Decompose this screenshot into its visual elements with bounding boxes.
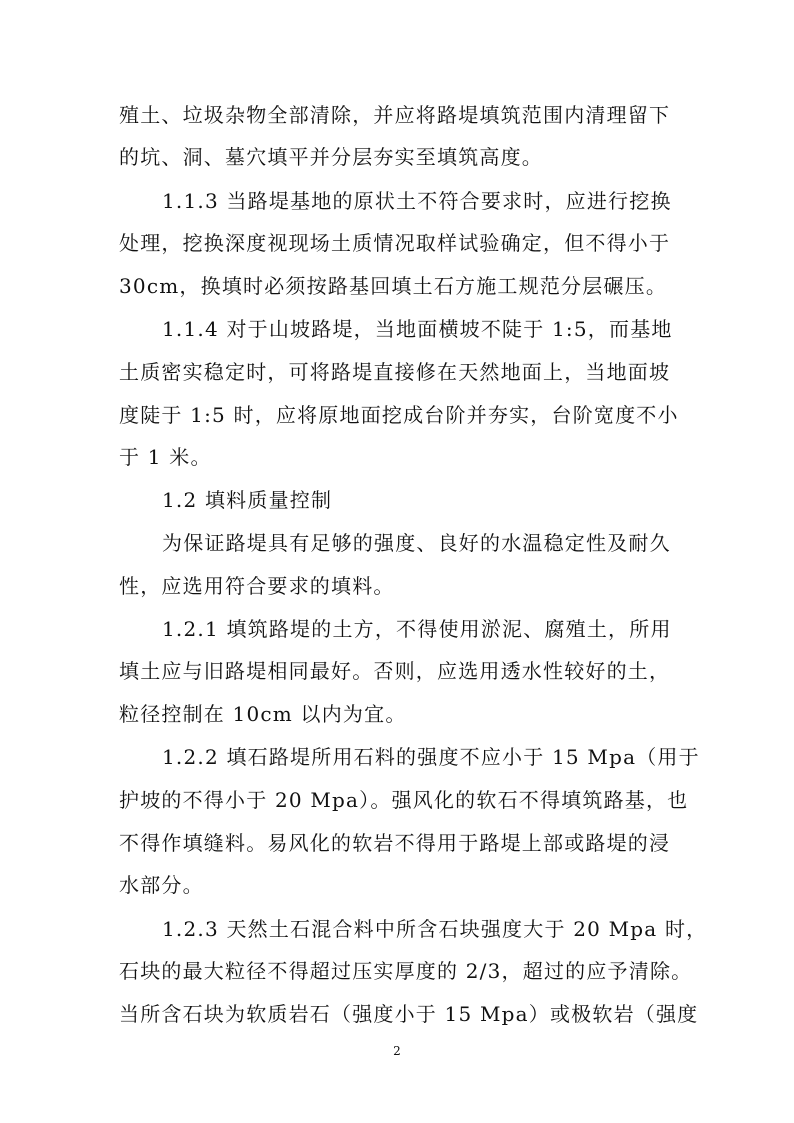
text-line: 1.1.3 当路堤基地的原状土不符合要求时，应进行挖换 (162, 189, 672, 213)
text-line: 殖土、垃圾杂物全部清除，并应将路堤填筑范围内清理留下 (119, 103, 671, 127)
text-line: 当所含石块为软质岩石（强度小于 15 Mpa）或极软岩（强度 (119, 1002, 699, 1026)
text-line: 不得作填缝料。易风化的软岩不得用于路堤上部或路堤的浸 (119, 831, 671, 855)
text-line: 石块的最大粒径不得超过压实厚度的 2/3，超过的应予清除。 (119, 959, 693, 983)
text-line: 性，应选用符合要求的填料。 (119, 574, 395, 598)
text-line: 填土应与旧路堤相同最好。否则，应选用透水性较好的土， (119, 659, 671, 683)
text-line: 1.1.4 对于山坡路堤，当地面横坡不陡于 1:5，而基地 (162, 317, 673, 341)
page-number: 2 (393, 1044, 401, 1058)
text-line: 土质密实稳定时，可将路堤直接修在天然地面上，当地面坡 (119, 360, 671, 384)
text-line: 30cm，换填时必须按路基回填土石方施工规范分层碾压。 (119, 274, 668, 298)
text-line: 度陡于 1:5 时，应将原地面挖成台阶并夯实，台阶宽度不小 (119, 403, 679, 427)
text-line: 1.2.3 天然土石混合料中所含石块强度大于 20 Mpa 时， (162, 917, 708, 941)
text-line: 处理，挖换深度视现场土质情况取样试验确定，但不得小于 (119, 231, 671, 255)
text-line: 粒径控制在 10cm 以内为宜。 (119, 702, 407, 726)
text-line: 于 1 米。 (119, 445, 212, 469)
text-line: 为保证路堤具有足够的强度、良好的水温稳定性及耐久 (162, 531, 671, 555)
text-line: 1.2.2 填石路堤所用石料的强度不应小于 15 Mpa（用于 (162, 745, 700, 769)
text-line: 1.2.1 填筑路堤的土方，不得使用淤泥、腐殖土，所用 (162, 617, 672, 641)
section-heading: 1.2 填料质量控制 (162, 488, 333, 512)
text-line: 的坑、洞、墓穴填平并分层夯实至填筑高度。 (119, 145, 543, 169)
text-line: 护坡的不得小于 20 Mpa）。强风化的软石不得填筑路基，也 (119, 788, 689, 812)
text-line: 水部分。 (119, 873, 204, 897)
